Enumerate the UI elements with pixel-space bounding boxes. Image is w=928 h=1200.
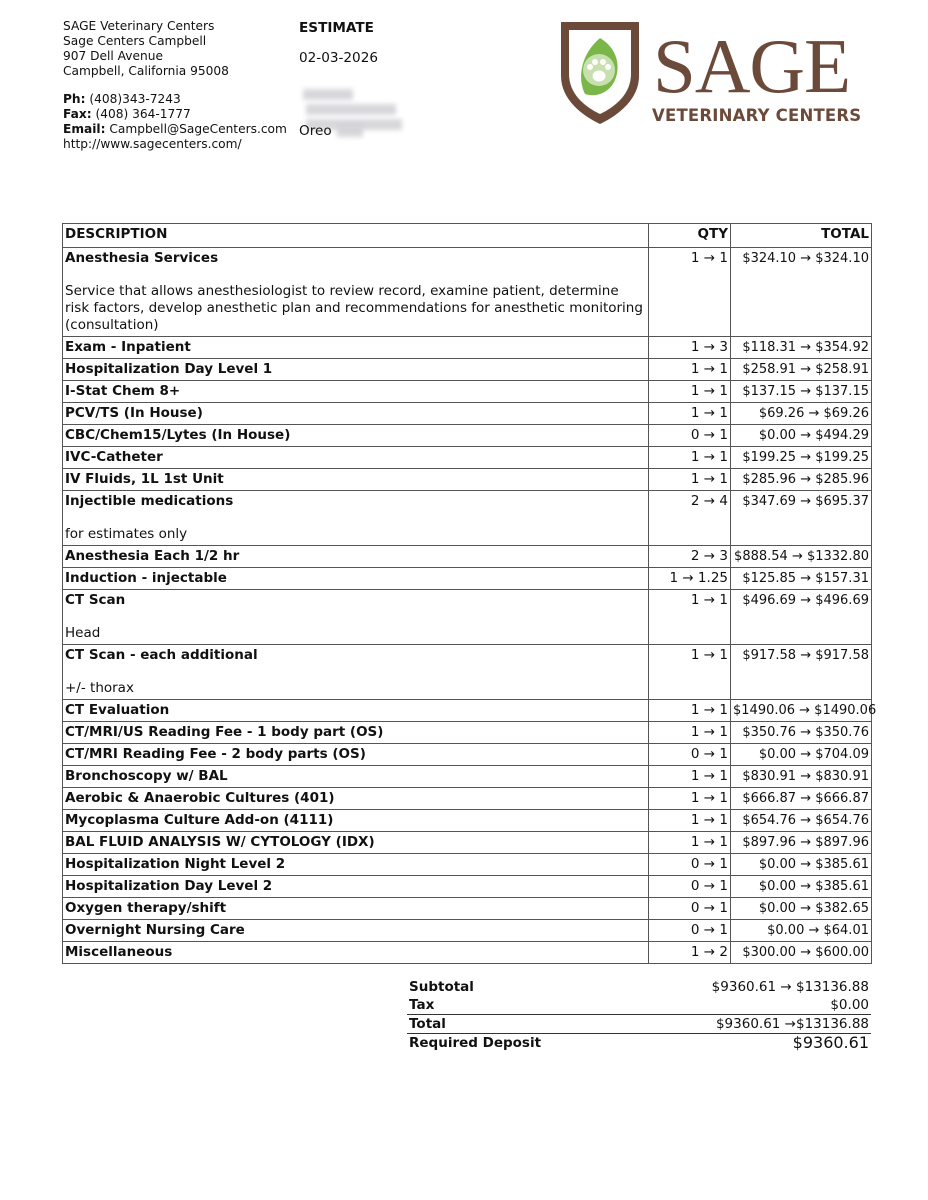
- item-total: $350.76 → $350.76: [731, 722, 872, 744]
- item-description-cell: [63, 854, 649, 876]
- item-description-cell: [63, 810, 649, 832]
- redacted-client-name: [303, 89, 353, 100]
- item-description-cell: [63, 700, 649, 722]
- description-header: DESCRIPTION: [63, 224, 649, 248]
- item-name: Exam - Inpatient: [65, 339, 191, 355]
- item-name: CT Evaluation: [65, 702, 170, 718]
- clinic-city: Campbell, California 95008: [63, 64, 229, 78]
- item-note: Service that allows anesthesiologist to review record, examine patient, determine risk factors, develop anesthetic plan and recommendations for anesthetic monitoring (consultation): [65, 283, 643, 333]
- item-total: $300.00 → $600.00: [731, 942, 872, 964]
- item-total: $666.87 → $666.87: [731, 788, 872, 810]
- item-name: BAL FLUID ANALYSIS W/ CYTOLOGY (IDX): [65, 834, 375, 850]
- deposit-row: [407, 1034, 871, 1053]
- item-total: $0.00 → $382.65: [731, 898, 872, 920]
- item-total: $888.54 → $1332.80: [731, 546, 872, 568]
- item-qty: 1 → 1: [649, 700, 731, 722]
- item-description-cell: [63, 645, 649, 700]
- item-description-cell: [63, 590, 649, 645]
- item-description-cell: [63, 920, 649, 942]
- item-description-cell: [63, 403, 649, 425]
- estimate-title: ESTIMATE: [299, 20, 374, 36]
- item-name: Anesthesia Services: [65, 250, 219, 266]
- item-description-cell: [63, 898, 649, 920]
- item-name: CT/MRI/US Reading Fee - 1 body part (OS): [65, 724, 384, 740]
- item-description-cell: [63, 744, 649, 766]
- subtotal-value: $9360.61 → $13136.88: [711, 979, 869, 995]
- item-description-cell: [63, 832, 649, 854]
- item-description-cell: [63, 722, 649, 744]
- item-qty: 0 → 1: [649, 876, 731, 898]
- item-qty: 1 → 1: [649, 469, 731, 491]
- total-row: [407, 1015, 871, 1034]
- item-total: $0.00 → $704.09: [731, 744, 872, 766]
- item-total: $125.85 → $157.31: [731, 568, 872, 590]
- item-name: Oxygen therapy/shift: [65, 900, 227, 916]
- clinic-phone: (408)343-7243: [89, 92, 181, 106]
- table-row: [63, 810, 872, 832]
- item-total: $830.91 → $830.91: [731, 766, 872, 788]
- logo-subtitle: VETERINARY CENTERS: [652, 106, 862, 125]
- item-description-cell: [63, 876, 649, 898]
- item-total: $324.10 → $324.10: [731, 248, 872, 337]
- item-note: Head: [65, 625, 101, 641]
- item-qty: 0 → 1: [649, 898, 731, 920]
- table-header-row: [63, 224, 872, 248]
- table-row: [63, 359, 872, 381]
- item-qty: 0 → 1: [649, 425, 731, 447]
- item-description-cell: [63, 381, 649, 403]
- item-name: Hospitalization Day Level 1: [65, 361, 273, 377]
- item-total: $1490.06 → $1490.06: [731, 700, 872, 722]
- item-name: I-Stat Chem 8+: [65, 383, 181, 399]
- table-row: [63, 568, 872, 590]
- item-qty: 1 → 1: [649, 788, 731, 810]
- item-qty: 1 → 1: [649, 359, 731, 381]
- phone-label: Ph:: [63, 92, 86, 106]
- pet-name: Oreo: [299, 123, 332, 139]
- item-total: $0.00 → $494.29: [731, 425, 872, 447]
- item-total: $258.91 → $258.91: [731, 359, 872, 381]
- table-row: [63, 645, 872, 700]
- item-note: for estimates only: [65, 526, 188, 542]
- item-description-cell: [63, 359, 649, 381]
- table-row: [63, 700, 872, 722]
- deposit-value: $9360.61: [607, 1034, 871, 1053]
- estimate-header: [299, 20, 378, 66]
- item-qty: 2 → 3: [649, 546, 731, 568]
- item-name: PCV/TS (In House): [65, 405, 203, 421]
- table-row: [63, 832, 872, 854]
- estimate-items-table: [62, 223, 877, 964]
- item-qty: 1 → 1: [649, 722, 731, 744]
- tax-value: $0.00: [830, 997, 869, 1013]
- sage-logo: [555, 18, 875, 130]
- item-name: IV Fluids, 1L 1st Unit: [65, 471, 224, 487]
- qty-header: QTY: [649, 224, 731, 248]
- item-qty: 1 → 3: [649, 337, 731, 359]
- tax-row: [407, 996, 871, 1015]
- clinic-email-line: [63, 122, 287, 137]
- item-total: $347.69 → $695.37: [731, 491, 872, 546]
- item-total: $654.76 → $654.76: [731, 810, 872, 832]
- item-description-cell: [63, 766, 649, 788]
- clinic-website[interactable]: http://www.sagecenters.com/: [63, 137, 242, 151]
- logo-wordmark: SAGE: [653, 23, 851, 109]
- shield-paw-icon: [555, 18, 645, 130]
- item-name: Hospitalization Day Level 2: [65, 878, 273, 894]
- clinic-phone-line: [63, 92, 287, 107]
- table-row: [63, 403, 872, 425]
- item-total: $0.00 → $385.61: [731, 876, 872, 898]
- table-row: [63, 788, 872, 810]
- item-description-cell: [63, 469, 649, 491]
- subtotal-row: [407, 978, 871, 996]
- table-row: [63, 942, 872, 964]
- item-description-cell: [63, 942, 649, 964]
- item-total: $0.00 → $64.01: [731, 920, 872, 942]
- clinic-fax-line: [63, 107, 287, 122]
- deposit-label: Required Deposit: [407, 1034, 607, 1053]
- total-header: TOTAL: [731, 224, 872, 248]
- item-name: Mycoplasma Culture Add-on (4111): [65, 812, 334, 828]
- total-value: $9360.61 →$13136.88: [607, 1015, 871, 1034]
- item-name: Bronchoscopy w/ BAL: [65, 768, 228, 784]
- estimate-summary: [407, 978, 871, 1052]
- item-description-cell: [63, 788, 649, 810]
- item-qty: 1 → 1: [649, 645, 731, 700]
- item-description-cell: [63, 248, 649, 337]
- item-qty: 0 → 1: [649, 920, 731, 942]
- item-qty: 1 → 1.25: [649, 568, 731, 590]
- subtotal-label: Subtotal: [409, 979, 474, 995]
- item-description-cell: [63, 546, 649, 568]
- item-description-cell: [63, 491, 649, 546]
- item-qty: 0 → 1: [649, 854, 731, 876]
- redacted-client-address: [306, 104, 396, 115]
- item-name: CT Scan: [65, 592, 126, 608]
- item-qty: 2 → 4: [649, 491, 731, 546]
- item-name: CT Scan - each additional: [65, 647, 258, 663]
- item-description-cell: [63, 568, 649, 590]
- clinic-info: [63, 19, 287, 152]
- table-row: [63, 744, 872, 766]
- item-total: $897.96 → $897.96: [731, 832, 872, 854]
- email-label: Email:: [63, 122, 106, 136]
- item-name: Anesthesia Each 1/2 hr: [65, 548, 240, 564]
- table-row: [63, 337, 872, 359]
- item-total: $0.00 → $385.61: [731, 854, 872, 876]
- item-description-cell: [63, 425, 649, 447]
- item-qty: 1 → 1: [649, 810, 731, 832]
- redacted-pet-surname: [337, 125, 363, 137]
- item-total: $917.58 → $917.58: [731, 645, 872, 700]
- clinic-email[interactable]: Campbell@SageCenters.com: [109, 122, 287, 136]
- table-row: [63, 766, 872, 788]
- item-name: CT/MRI Reading Fee - 2 body parts (OS): [65, 746, 366, 762]
- item-name: Aerobic & Anaerobic Cultures (401): [65, 790, 335, 806]
- item-name: IVC-Catheter: [65, 449, 163, 465]
- item-qty: 1 → 1: [649, 590, 731, 645]
- item-qty: 1 → 1: [649, 403, 731, 425]
- item-qty: 1 → 1: [649, 381, 731, 403]
- item-total: $199.25 → $199.25: [731, 447, 872, 469]
- table-row: [63, 469, 872, 491]
- table-row: [63, 381, 872, 403]
- total-label: Total: [407, 1015, 607, 1034]
- table-row: [63, 920, 872, 942]
- item-total: $496.69 → $496.69: [731, 590, 872, 645]
- item-description-cell: [63, 337, 649, 359]
- table-row: [63, 447, 872, 469]
- table-row: [63, 854, 872, 876]
- table-row: [63, 425, 872, 447]
- clinic-fax: (408) 364-1777: [95, 107, 191, 121]
- fax-label: Fax:: [63, 107, 92, 121]
- item-note: +/- thorax: [65, 680, 134, 696]
- item-qty: 1 → 1: [649, 766, 731, 788]
- item-description-cell: [63, 447, 649, 469]
- item-name: Hospitalization Night Level 2: [65, 856, 286, 872]
- item-name: Overnight Nursing Care: [65, 922, 245, 938]
- table-row: [63, 546, 872, 568]
- estimate-date: 02-03-2026: [299, 50, 379, 66]
- item-total: $137.15 → $137.15: [731, 381, 872, 403]
- item-name: Induction - injectable: [65, 570, 227, 586]
- clinic-name: SAGE Veterinary Centers: [63, 19, 215, 33]
- item-qty: 1 → 1: [649, 447, 731, 469]
- item-name: Injectible medications: [65, 493, 234, 509]
- item-qty: 0 → 1: [649, 744, 731, 766]
- clinic-street: 907 Dell Avenue: [63, 49, 163, 63]
- item-total: $69.26 → $69.26: [731, 403, 872, 425]
- table-row: [63, 898, 872, 920]
- clinic-location: Sage Centers Campbell: [63, 34, 207, 48]
- table-row: [63, 491, 872, 546]
- item-total: $118.31 → $354.92: [731, 337, 872, 359]
- item-qty: 1 → 1: [649, 248, 731, 337]
- item-qty: 1 → 1: [649, 832, 731, 854]
- table-row: [63, 590, 872, 645]
- item-total: $285.96 → $285.96: [731, 469, 872, 491]
- item-name: CBC/Chem15/Lytes (In House): [65, 427, 291, 443]
- table-row: [63, 722, 872, 744]
- item-qty: 1 → 2: [649, 942, 731, 964]
- table-row: [63, 876, 872, 898]
- table-row: [63, 248, 872, 337]
- item-name: Miscellaneous: [65, 944, 173, 960]
- tax-label: Tax: [409, 997, 435, 1013]
